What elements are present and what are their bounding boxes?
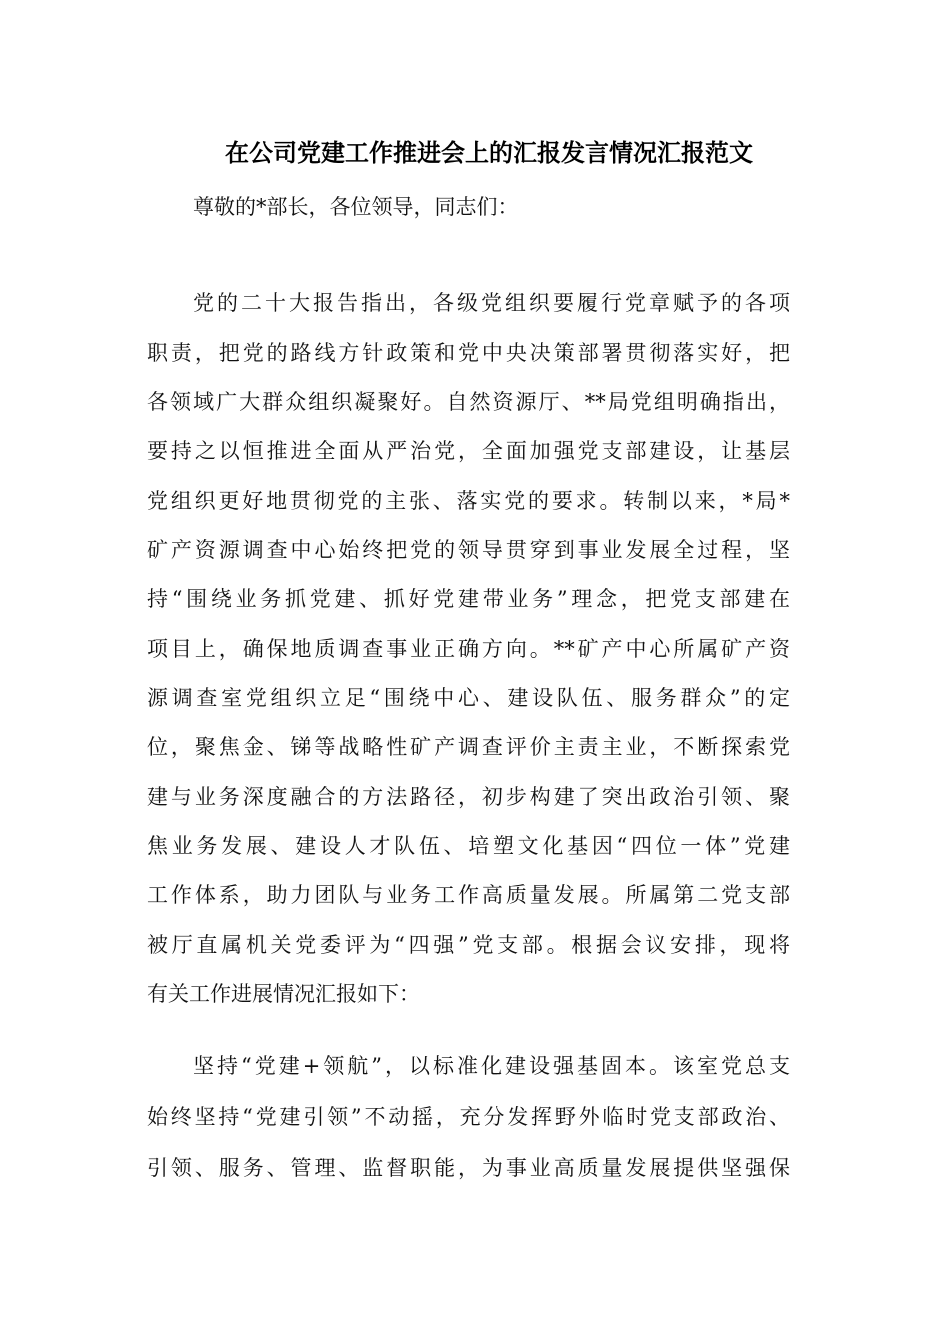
paragraph-line: 职责，把党的路线方针政策和党中央决策部署贯彻落实好，把 bbox=[147, 341, 790, 365]
paragraph-line: 工作体系，助力团队与业务工作高质量发展。所属第二党支部 bbox=[147, 883, 790, 907]
paragraph-line: 位，聚焦金、锑等战略性矿产调查评价主责主业，不断探索党 bbox=[147, 735, 790, 759]
paragraph-line: 建与业务深度融合的方法路径，初步构建了突出政治引领、聚 bbox=[147, 785, 790, 809]
paragraph-line: 引领、服务、管理、监督职能，为事业高质量发展提供坚强保 bbox=[147, 1156, 790, 1180]
paragraph-line: 党组织更好地贯彻党的主张、落实党的要求。转制以来，*局* bbox=[147, 489, 790, 513]
paragraph-line: 各领域广大群众组织凝聚好。自然资源厅、**局党组明确指出， bbox=[147, 390, 790, 414]
paragraph-line: 有关工作进展情况汇报如下： bbox=[147, 982, 420, 1006]
document-title: 在公司党建工作推进会上的汇报发言情况汇报范文 bbox=[225, 139, 753, 167]
paragraph-line: 项目上，确保地质调查事业正确方向。**矿产中心所属矿产资 bbox=[147, 637, 790, 661]
salutation: 尊敬的*部长，各位领导，同志们： bbox=[193, 195, 519, 219]
paragraph-line: 始终坚持“党建引领”不动摇，充分发挥野外临时党支部政治、 bbox=[147, 1105, 790, 1129]
paragraph-line: 被厅直属机关党委评为“四强”党支部。根据会议安排，现将 bbox=[147, 933, 790, 957]
paragraph-line: 源调查室党组织立足“围绕中心、建设队伍、服务群众”的定 bbox=[147, 686, 790, 710]
paragraph-line: 持“围绕业务抓党建、抓好党建带业务”理念，把党支部建在 bbox=[147, 587, 790, 611]
paragraph-line: 矿产资源调查中心始终把党的领导贯穿到事业发展全过程，坚 bbox=[147, 538, 790, 562]
paragraph-line: 坚持“党建+领航”，以标准化建设强基固本。该室党总支 bbox=[193, 1054, 790, 1078]
paragraph-line: 党的二十大报告指出，各级党组织要履行党章赋予的各项 bbox=[193, 291, 790, 315]
paragraph-line: 焦业务发展、建设人才队伍、培塑文化基因“四位一体”党建 bbox=[147, 834, 790, 858]
paragraph-line: 要持之以恒推进全面从严治党，全面加强党支部建设，让基层 bbox=[147, 439, 790, 463]
